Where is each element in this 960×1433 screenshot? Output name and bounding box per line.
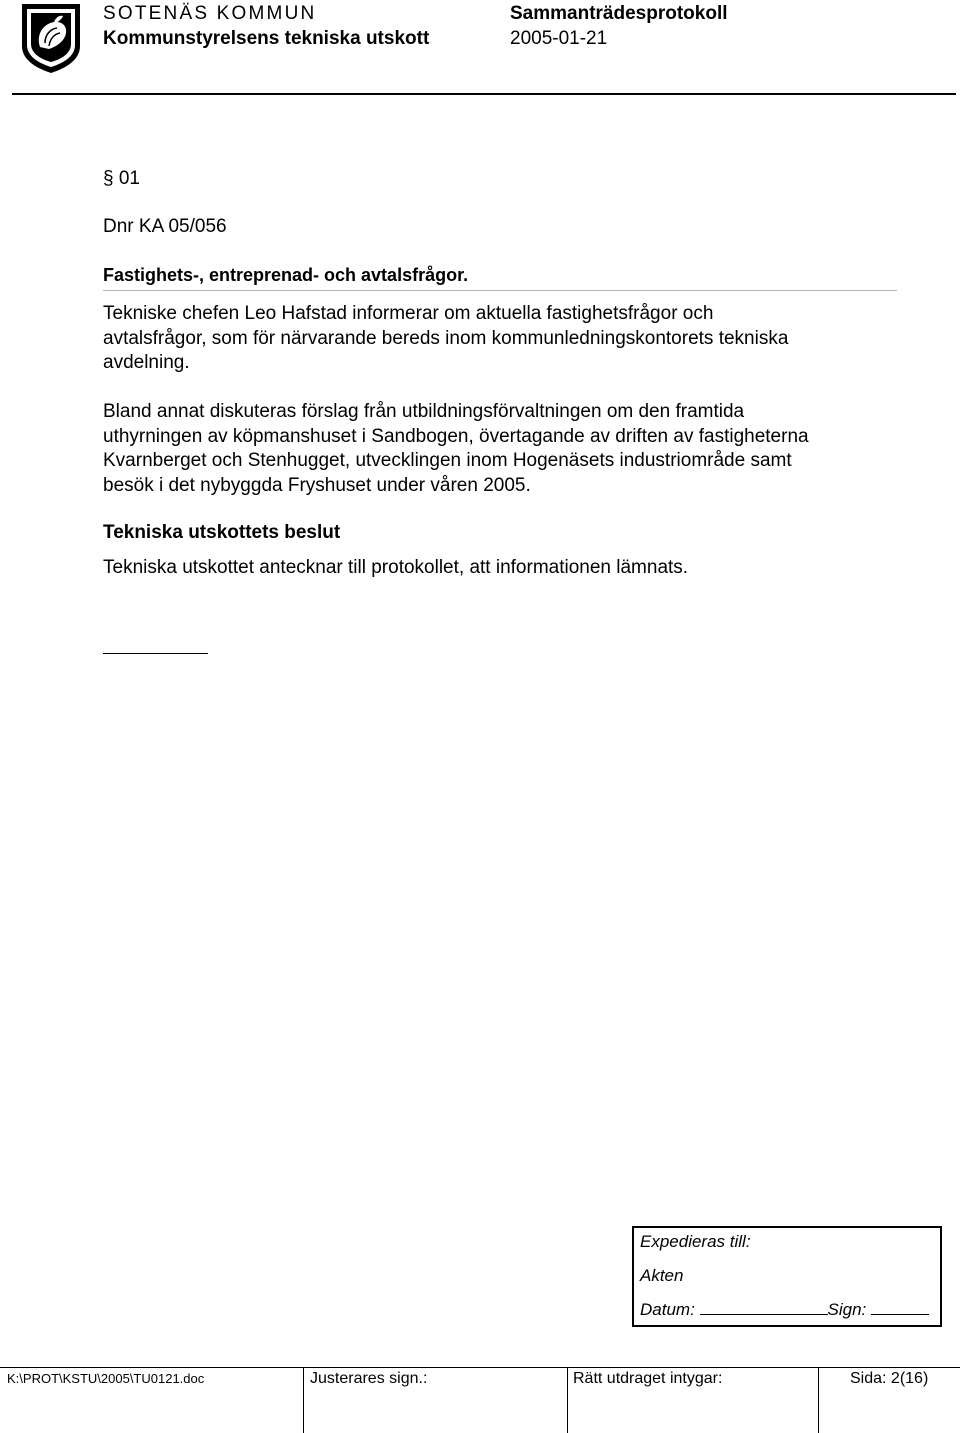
dispatch-label: Expedieras till: bbox=[640, 1232, 751, 1251]
decision-heading: Tekniska utskottets beslut bbox=[103, 522, 341, 543]
municipal-crest-icon bbox=[18, 2, 84, 74]
paragraph-line: Kvarnberget och Stenhugget, utvecklingen inom Hogenäsets industriområde samt bbox=[103, 450, 792, 472]
header-divider bbox=[12, 93, 956, 95]
meeting-date: 2005-01-21 bbox=[510, 28, 608, 49]
section-number: § 01 bbox=[103, 168, 140, 189]
footer-column-divider bbox=[567, 1367, 568, 1433]
committee-name: Kommunstyrelsens tekniska utskott bbox=[103, 28, 430, 49]
item-title: Fastighets-, entreprenad- och avtalsfrågor. bbox=[103, 265, 469, 285]
dispatch-sign-blank bbox=[871, 1300, 929, 1315]
dispatch-signature-row bbox=[640, 1300, 929, 1320]
footer-file-path: K:\PROT\KSTU\2005\TU0121.doc bbox=[7, 1371, 205, 1386]
end-of-item-rule bbox=[103, 653, 208, 654]
decision-text: Tekniska utskottet antecknar till protokollet, att informationen lämnats. bbox=[103, 557, 689, 578]
dispatch-date-blank bbox=[700, 1300, 828, 1315]
paragraph-line: uthyrningen av köpmanshuset i Sandbogen, övertagande av driften av fastigheterna bbox=[103, 425, 809, 447]
document-type: Sammanträdesprotokoll bbox=[510, 3, 728, 24]
title-divider bbox=[103, 290, 897, 291]
footer-page-number: Sida: 2(16) bbox=[850, 1370, 929, 1387]
paragraph-information bbox=[103, 302, 788, 376]
footer-column-divider bbox=[303, 1367, 304, 1433]
footer-column-divider bbox=[818, 1367, 819, 1433]
footer-divider bbox=[0, 1367, 960, 1368]
dispatch-recipient: Akten bbox=[640, 1266, 684, 1285]
footer-adjuster-signature: Justerares sign.: bbox=[310, 1370, 428, 1387]
paragraph-line: Tekniske chefen Leo Hafstad informerar om aktuella fastighetsfrågor och bbox=[103, 303, 714, 324]
paragraph-line: avtalsfrågor, som för närvarande bereds inom kommunledningskontorets tekniska bbox=[103, 327, 789, 349]
paragraph-line: Bland annat diskuteras förslag från utbildningsförvaltningen om den framtida bbox=[103, 401, 745, 422]
organization-name: SOTENÄS KOMMUN bbox=[103, 3, 317, 24]
paragraph-line: besök i det nybyggda Fryshuset under våren 2005. bbox=[103, 474, 531, 496]
dispatch-box bbox=[632, 1226, 942, 1327]
dispatch-date-label: Datum: bbox=[640, 1300, 695, 1319]
dispatch-sign-label: Sign: bbox=[827, 1300, 867, 1319]
case-number: Dnr KA 05/056 bbox=[103, 216, 227, 237]
paragraph-line: avdelning. bbox=[103, 352, 190, 374]
footer-extract-certification: Rätt utdraget intygar: bbox=[573, 1370, 723, 1387]
paragraph-discussion bbox=[103, 400, 809, 498]
